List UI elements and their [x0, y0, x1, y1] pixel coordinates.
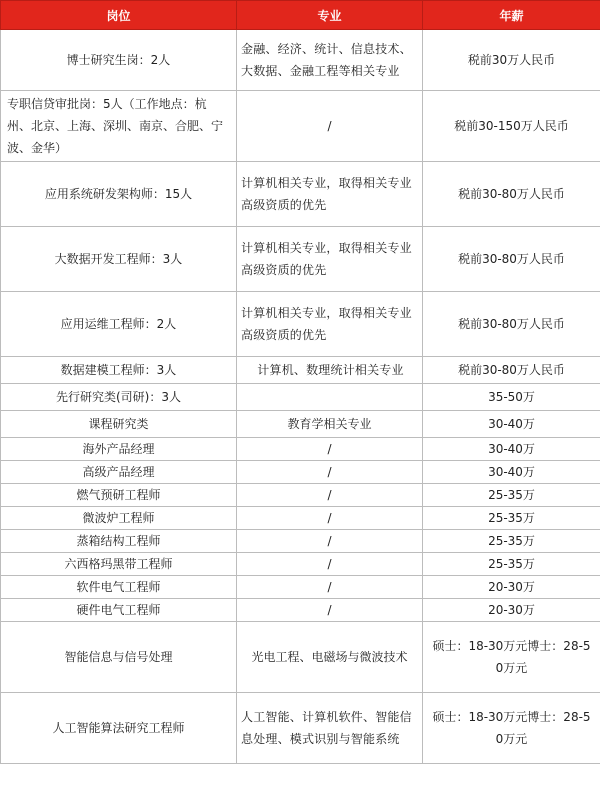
salary-cell: 30-40万: [423, 438, 600, 461]
salary-cell: 20-30万: [423, 599, 600, 622]
position-cell: 课程研究类: [1, 411, 237, 438]
table-row: [1, 484, 600, 507]
major-cell: /: [237, 599, 423, 622]
salary-cell: 税前30-150万人民币: [423, 91, 600, 162]
salary-cell: 25-35万: [423, 484, 600, 507]
table-row: [1, 162, 600, 227]
major-cell: /: [237, 576, 423, 599]
table-row: [1, 227, 600, 292]
table-row: [1, 292, 600, 357]
salary-cell: 35-50万: [423, 384, 600, 411]
major-cell: 人工智能、计算机软件、智能信息处理、模式识别与智能系统: [237, 693, 423, 764]
position-cell: 应用系统研发架构师：15人: [1, 162, 237, 227]
table-row: [1, 553, 600, 576]
major-cell: /: [237, 530, 423, 553]
position-cell: 软件电气工程师: [1, 576, 237, 599]
table-row: [1, 461, 600, 484]
table-row: [1, 91, 600, 162]
position-cell: 智能信息与信号处理: [1, 622, 237, 693]
table-row: [1, 530, 600, 553]
major-cell: 教育学相关专业: [237, 411, 423, 438]
position-cell: 专职信贷审批岗：5人（工作地点：杭州、北京、上海、深圳、南京、合肥、宁波、金华）: [1, 91, 237, 162]
table-row: [1, 384, 600, 411]
major-cell: /: [237, 91, 423, 162]
table-row: [1, 438, 600, 461]
position-cell: 六西格玛黑带工程师: [1, 553, 237, 576]
major-cell: /: [237, 484, 423, 507]
table-row: [1, 357, 600, 384]
major-cell: /: [237, 507, 423, 530]
salary-cell: 税前30万人民币: [423, 30, 600, 91]
major-cell: 光电工程、电磁场与微波技术: [237, 622, 423, 693]
position-cell: 海外产品经理: [1, 438, 237, 461]
table-row: [1, 411, 600, 438]
table-row: [1, 507, 600, 530]
salary-cell: 30-40万: [423, 411, 600, 438]
table-row: [1, 599, 600, 622]
table-row: [1, 576, 600, 599]
table-row: [1, 622, 600, 693]
position-cell: 蒸箱结构工程师: [1, 530, 237, 553]
position-cell: 先行研究类(司研)：3人: [1, 384, 237, 411]
major-cell: /: [237, 461, 423, 484]
salary-cell: 30-40万: [423, 461, 600, 484]
position-cell: 数据建模工程师：3人: [1, 357, 237, 384]
header-salary: 年薪: [423, 1, 600, 30]
salary-cell: 25-35万: [423, 530, 600, 553]
position-cell: 应用运维工程师：2人: [1, 292, 237, 357]
header-major: 专业: [237, 1, 423, 30]
major-cell: [237, 384, 423, 411]
position-cell: 人工智能算法研究工程师: [1, 693, 237, 764]
salary-cell: 20-30万: [423, 576, 600, 599]
table-header-row: [1, 1, 600, 30]
major-cell: /: [237, 438, 423, 461]
salary-cell: 税前30-80万人民币: [423, 292, 600, 357]
salary-cell: 税前30-80万人民币: [423, 227, 600, 292]
header-position: 岗位: [1, 1, 237, 30]
salary-cell: 硕士：18-30万元博士：28-50万元: [423, 693, 600, 764]
position-cell: 微波炉工程师: [1, 507, 237, 530]
salary-cell: 25-35万: [423, 553, 600, 576]
salary-cell: 25-35万: [423, 507, 600, 530]
salary-cell: 税前30-80万人民币: [423, 357, 600, 384]
salary-cell: 硕士：18-30万元博士：28-50万元: [423, 622, 600, 693]
major-cell: 计算机相关专业，取得相关专业高级资质的优先: [237, 162, 423, 227]
major-cell: 金融、经济、统计、信息技术、大数据、金融工程等相关专业: [237, 30, 423, 91]
major-cell: 计算机相关专业，取得相关专业高级资质的优先: [237, 292, 423, 357]
position-cell: 燃气预研工程师: [1, 484, 237, 507]
salary-cell: 税前30-80万人民币: [423, 162, 600, 227]
major-cell: 计算机、数理统计相关专业: [237, 357, 423, 384]
table-row: [1, 30, 600, 91]
major-cell: /: [237, 553, 423, 576]
position-cell: 大数据开发工程师：3人: [1, 227, 237, 292]
position-cell: 博士研究生岗：2人: [1, 30, 237, 91]
table-row: [1, 693, 600, 764]
major-cell: 计算机相关专业，取得相关专业高级资质的优先: [237, 227, 423, 292]
position-cell: 高级产品经理: [1, 461, 237, 484]
position-cell: 硬件电气工程师: [1, 599, 237, 622]
